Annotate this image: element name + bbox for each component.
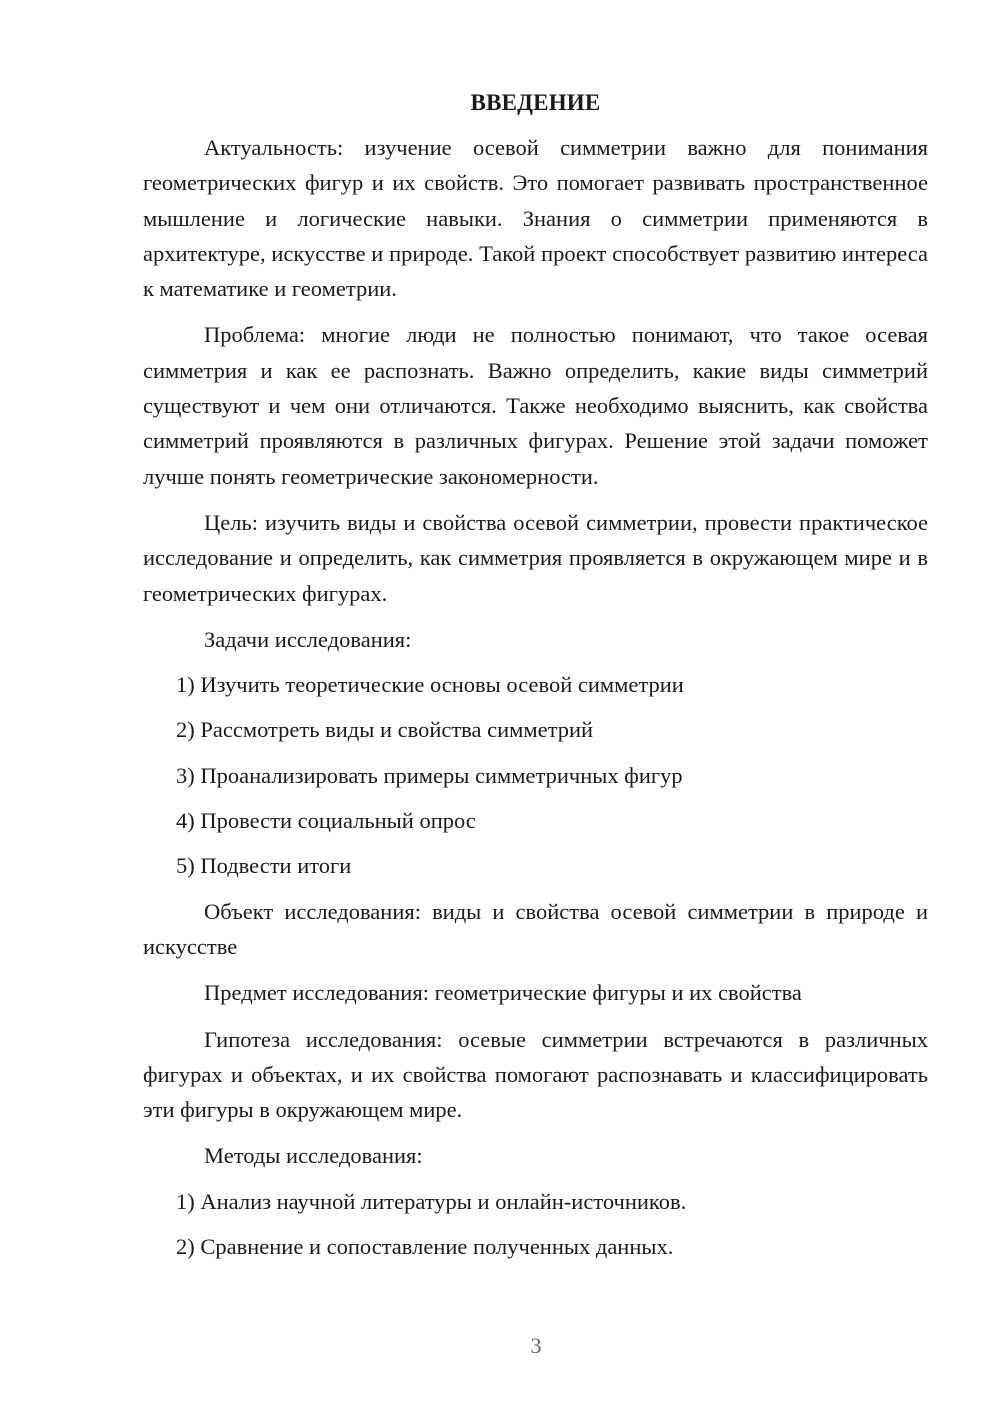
list-item: 1) Изучить теоретические основы осевой симметрии — [176, 672, 684, 698]
goal-paragraph: Цель: изучить виды и свойства осевой симметрии, провести практическое исследование и определить, как симметрия проявляется в окружающем мире и в геометрических фигурах. — [143, 509, 928, 606]
relevance-paragraph: Актуальность: изучение осевой симметрии важно для понимания геометрических фигур и их свойств. Это помогает развивать пространственное мышление и логические навыки. Знания о симметрии применяются в архитектуре, искусстве и природе. Такой проект способствует развитию интереса к математике и геометрии. — [143, 135, 928, 302]
methods-heading: Методы исследования: — [204, 1143, 423, 1169]
list-item: 1) Анализ научной литературы и онлайн-источников. — [176, 1188, 687, 1214]
object-paragraph: Объект исследования: виды и свойства осевой симметрии в природе и искусстве — [143, 898, 928, 959]
document-page — [143, 90, 928, 1274]
list-item: 4) Провести социальный опрос — [176, 808, 476, 834]
problem-paragraph: Проблема: многие люди не полностью понимают, что такое осевая симметрия и как ее распознать. Важно определить, какие виды симметрий существуют и чем они отличаются. Также необходимо выяснить, как свойства симметрий проявляются в различных фигурах. Решение этой задачи поможет лучше понять геометрические закономерности. — [143, 322, 928, 489]
list-item: 3) Проанализировать примеры симметричных фигур — [176, 762, 683, 788]
subject-paragraph: Предмет исследования: геометрические фигуры и их свойства — [204, 980, 802, 1006]
page-number: 3 — [530, 1333, 542, 1358]
list-item: 2) Сравнение и сопоставление полученных данных. — [176, 1234, 674, 1260]
list-item: 5) Подвести итоги — [176, 853, 352, 879]
tasks-heading: Задачи исследования: — [204, 626, 412, 652]
tasks-list — [143, 667, 928, 883]
section-title: ВВЕДЕНИЕ — [470, 90, 601, 115]
methods-list — [143, 1184, 928, 1265]
hypothesis-paragraph: Гипотеза исследования: осевые симметрии встречаются в различных фигурах и объектах, и их свойства помогают распознавать и классифицировать эти фигуры в окружающем мире. — [143, 1026, 928, 1123]
list-item: 2) Рассмотреть виды и свойства симметрий — [176, 717, 594, 743]
